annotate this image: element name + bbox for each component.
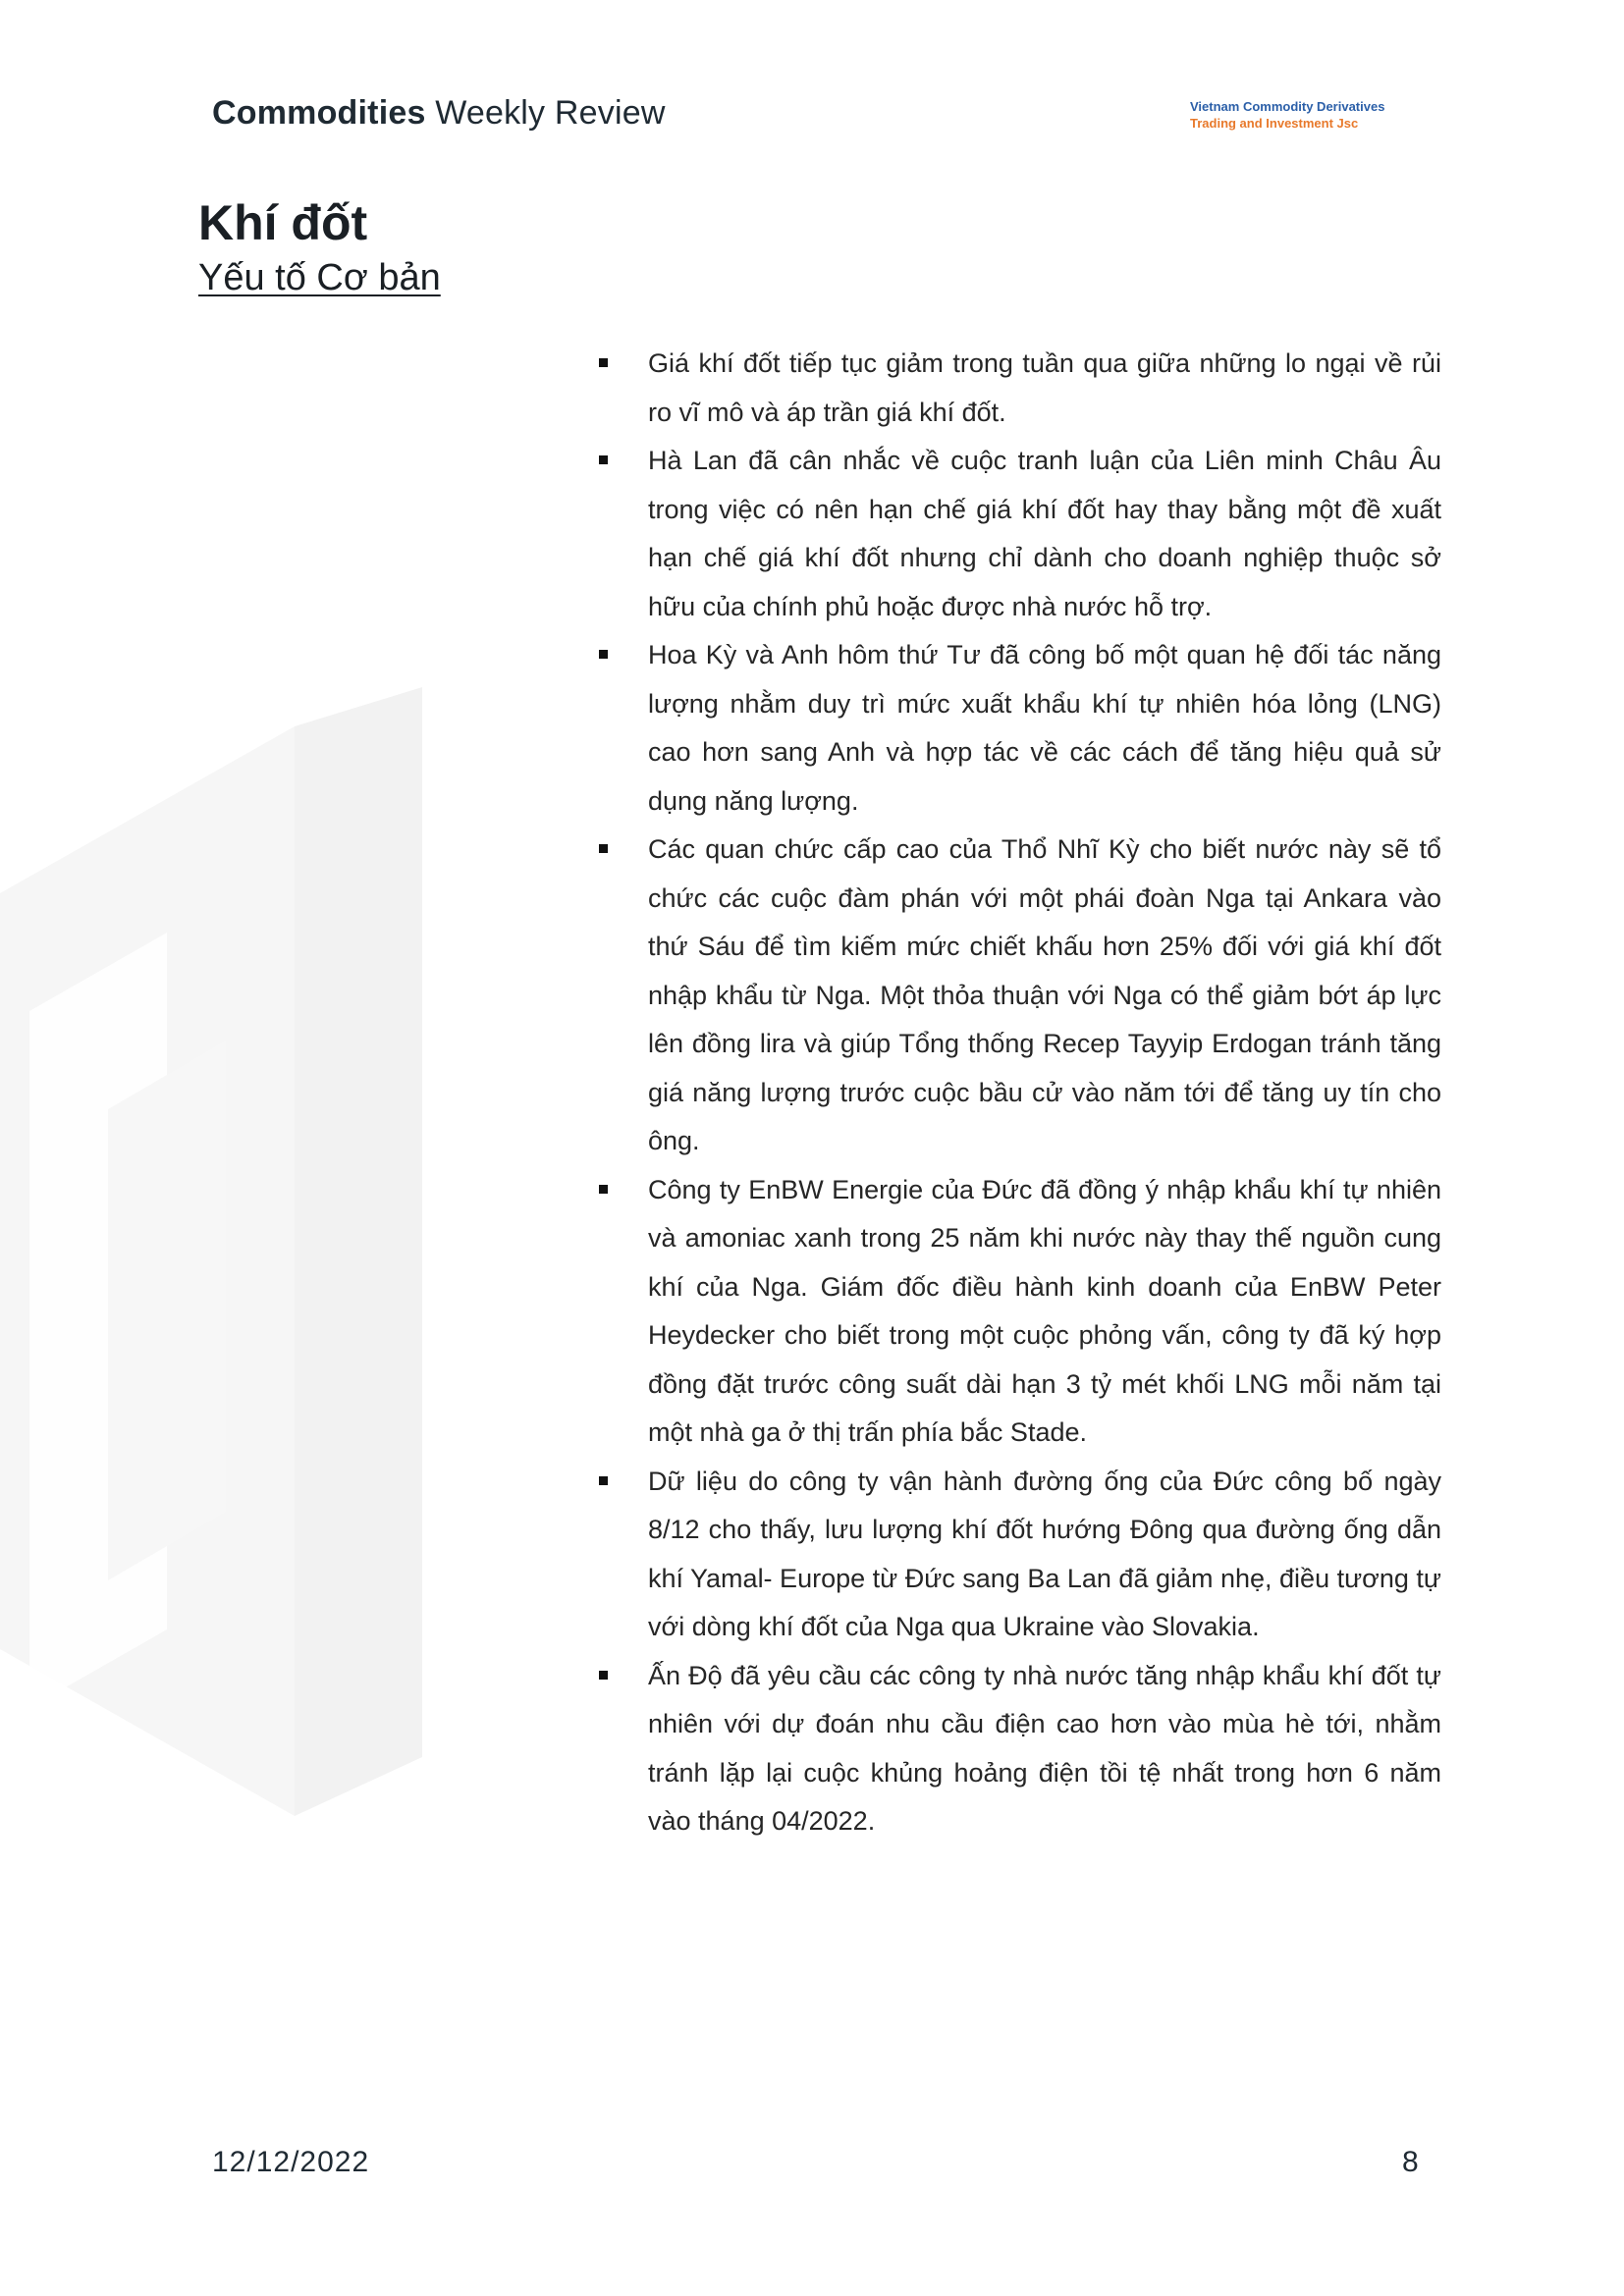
bullet-text: Hoa Kỳ và Anh hôm thứ Tư đã công bố một quan hệ đối tác năng lượng nhằm duy trì mức xuất khẩu khí tự nhiên hóa lỏng (LNG) cao hơn sang Anh và hợp tác về các cách để tăng hiệu quả sử dụng năng lượng. [648,640,1441,816]
bullet-item [597,826,1441,1166]
bullet-text: Ấn Độ đã yêu cầu các công ty nhà nước tăng nhập khẩu khí đốt tự nhiên với dự đoán nhu cầu điện cao hơn vào mùa hè tới, nhằm tránh lặp lại cuộc khủng hoảng điện tồi tệ nhất trong hơn 6 năm vào tháng 04/2022. [648,1660,1441,1836]
footer-date: 12/12/2022 [212,2146,370,2178]
bullet-item [597,631,1441,826]
section-subtitle: Yếu tố Cơ bản [198,257,441,298]
bullet-square-icon [599,1671,608,1680]
bullet-text: Công ty EnBW Energie của Đức đã đồng ý nhập khẩu khí tự nhiên và amoniac xanh trong 25 năm khi nước này thay thế nguồn cung khí của Nga. Giám đốc điều hành kinh doanh của EnBW Peter Heydecker cho biết trong một cuộc phỏng vấn, công ty đã ký hợp đồng đặt trước công suất dài hạn 3 tỷ mét khối LNG mỗi năm tại một nhà ga ở thị trấn phía bắc Stade. [648,1174,1441,1447]
brand-line-1: Vietnam Commodity Derivatives [1190,99,1385,114]
page-number: 8 [1402,2146,1419,2178]
bullet-text: Các quan chức cấp cao của Thổ Nhĩ Kỳ cho biết nước này sẽ tổ chức các cuộc đàm phán với một phái đoàn Nga tại Ankara vào thứ Sáu để tìm kiếm mức chiết khấu hơn 25% đối với giá khí đốt nhập khẩu từ Nga. Một thỏa thuận với Nga có thể giảm bớt áp lực lên đồng lira và giúp Tổng thống Recep Tayyip Erdogan tránh tăng giá năng lượng trước cuộc bầu cử vào năm tới để tăng uy tín cho ông. [648,834,1441,1155]
company-brand [1190,98,1384,132]
bullet-square-icon [599,650,608,659]
bullet-item [597,1652,1441,1846]
bullet-item [597,437,1441,631]
bullet-square-icon [599,1185,608,1194]
report-header-title [212,94,666,133]
bullet-item [597,1458,1441,1652]
bullet-list [597,340,1441,1846]
header-title-rest: Weekly Review [425,94,666,132]
header-title-strong: Commodities [212,94,426,132]
brand-line-2: Trading and Investment Jsc [1190,116,1359,131]
bullet-item [597,1166,1441,1458]
bullet-square-icon [599,1476,608,1485]
section-title: Khí đốt [198,195,368,250]
bullet-square-icon [599,455,608,464]
watermark-logo [0,687,550,1816]
bullet-text: Dữ liệu do công ty vận hành đường ống của Đức công bố ngày 8/12 cho thấy, lưu lượng khí đốt hướng Đông qua đường ống dẫn khí Yamal- Europe từ Đức sang Ba Lan đã giảm nhẹ, điều tương tự với dòng khí đốt của Nga qua Ukraine vào Slovakia. [648,1466,1441,1641]
bullet-square-icon [599,844,608,853]
bullet-text: Giá khí đốt tiếp tục giảm trong tuần qua giữa những lo ngại về rủi ro vĩ mô và áp trần giá khí đốt. [648,348,1441,427]
bullet-square-icon [599,358,608,367]
bullet-text: Hà Lan đã cân nhắc về cuộc tranh luận của Liên minh Châu Âu trong việc có nên hạn chế giá khí đốt hay thay bằng một đề xuất hạn chế giá khí đốt nhưng chỉ dành cho doanh nghiệp thuộc sở hữu của chính phủ hoặc được nhà nước hỗ trợ. [648,446,1441,621]
bullet-item [597,340,1441,437]
